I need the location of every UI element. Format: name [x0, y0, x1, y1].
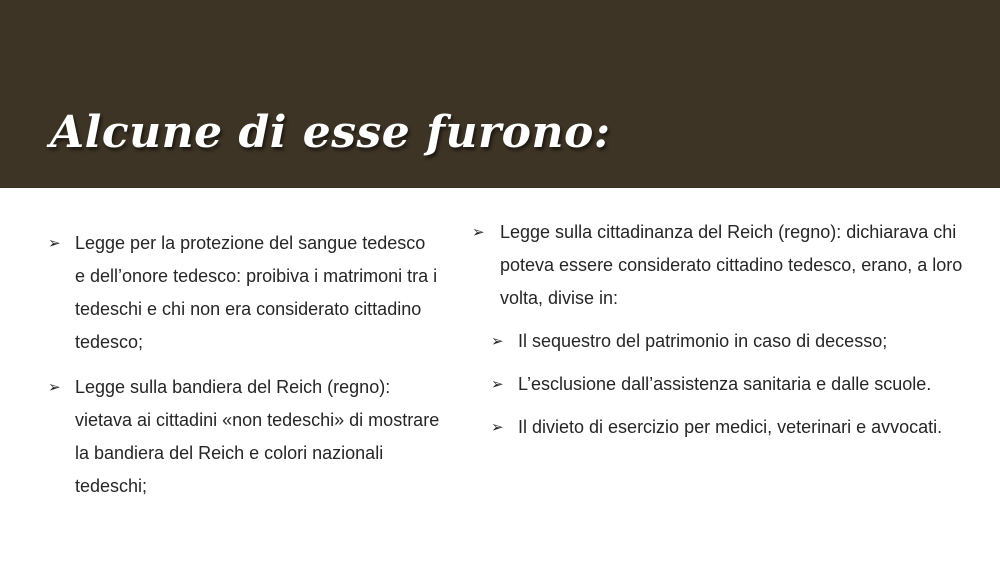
sub-list-item [491, 325, 972, 358]
arrow-bullet-icon: ➢ [472, 224, 485, 241]
left-bullet-list [48, 227, 440, 515]
arrow-bullet-icon: ➢ [491, 376, 504, 393]
sub-list-item [491, 368, 972, 401]
arrow-bullet-icon: ➢ [491, 333, 504, 350]
sub-list-item-text: Il sequestro del patrimonio in caso di decesso; [518, 331, 888, 351]
list-item-text: Legge per la protezione del sangue tedesco e dell’onore tedesco: proibiva i matrimoni tra i tedeschi e chi non era considerato cittadino tedesco; [75, 233, 438, 352]
arrow-bullet-icon: ➢ [48, 235, 61, 252]
slide-title: Alcune di esse furono: [50, 107, 611, 158]
list-item [472, 216, 972, 315]
list-item-text: Legge sulla bandiera del Reich (regno): vietava ai cittadini «non tedeschi» di mostrare la bandiera del Reich e colori nazionali tedeschi; [75, 377, 440, 496]
sub-list-item [491, 411, 972, 444]
arrow-bullet-icon: ➢ [491, 419, 504, 436]
list-item [48, 227, 440, 359]
arrow-bullet-icon: ➢ [48, 379, 61, 396]
list-item [48, 371, 440, 503]
list-item-text: Legge sulla cittadinanza del Reich (regno): dichiarava chi poteva essere considerato cittadino tedesco, erano, a loro volta, divise in: [500, 222, 963, 308]
sub-list-item-text: L’esclusione dall’assistenza sanitaria e dalle scuole. [518, 374, 932, 394]
right-bullet-list [472, 216, 972, 454]
sub-list-item-text: Il divieto di esercizio per medici, veterinari e avvocati. [518, 417, 943, 437]
